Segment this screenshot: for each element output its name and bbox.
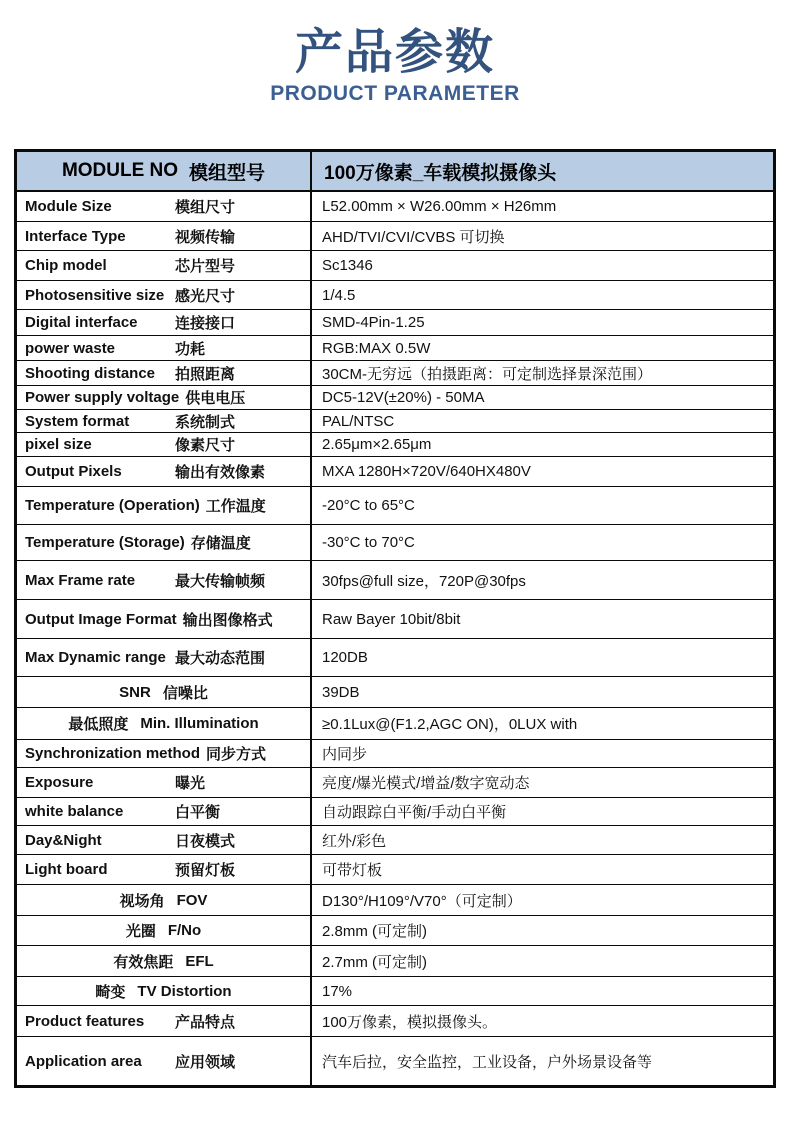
page-subtitle: PRODUCT PARAMETER [270,81,520,105]
param-label-part1: Day&Night [25,831,102,849]
param-value-text: MXA 1280H×720V/640HX480V [322,463,531,480]
table-row [17,281,773,310]
param-value-text: Sc1346 [322,257,373,274]
param-label-cell [17,457,312,486]
param-label-part1: Power supply voltage [25,389,180,406]
param-label-part1: 有效焦距 [113,953,174,971]
header-cell-module-no [17,152,312,190]
param-value-text: DC5-12V(±20%) - 50MA [322,389,485,406]
param-value-text: -30°C to 70°C [322,534,415,551]
param-label-cell [17,798,312,825]
param-value-cell [312,677,773,707]
param-label-part1: Exposure [25,774,94,791]
table-row [17,855,773,885]
param-value-cell [312,600,773,638]
param-value-text: 内同步 [322,746,368,763]
param-label-part2: 同步方式 [206,746,267,763]
param-label-cell [17,639,312,676]
table-row [17,639,773,677]
param-label-part2: EFL [185,952,214,970]
param-label-cell [17,1006,312,1036]
table-row [17,310,773,336]
param-value-text: D130°/H109°/V70°（可定制） [322,892,522,910]
param-label-cell [17,410,312,432]
param-label-cell [17,310,312,335]
param-value-cell [312,768,773,797]
param-label-part2: 存储温度 [190,535,251,552]
table-row [17,1006,773,1037]
param-label-part2: 芯片型号 [175,258,236,275]
param-label-cell [17,386,312,409]
param-value-cell [312,826,773,854]
param-label-cell [17,222,312,250]
param-label-part2: 输出有效像素 [175,464,266,481]
param-label-part2: 拍照距离 [175,365,236,383]
table-row [17,336,773,361]
param-label-cell [17,336,312,360]
param-label-part2: 视频传输 [175,228,236,246]
param-label-cell [17,885,312,915]
param-value-cell [312,281,773,309]
param-label-part1: 光圈 [125,923,156,940]
param-value-cell [312,916,773,945]
param-value-text: 30CM-无穷远（拍摄距离：可定制选择景深范围） [322,365,653,383]
param-value-text: 100万像素，模拟摄像头。 [322,1013,498,1031]
param-label-part1: power waste [25,339,116,357]
table-row [17,457,773,487]
param-label-part2: 最大动态范围 [175,650,266,667]
param-label-part2: 应用领域 [175,1053,236,1071]
param-label-part1: System format [25,412,130,430]
param-label-part1: pixel size [25,436,92,453]
param-label-cell [17,1037,312,1085]
param-value-text: -20°C to 65°C [322,497,415,514]
param-label-part1: SNR [119,683,151,701]
param-value-text: 17% [322,982,353,1000]
param-label-part1: Application area [25,1052,142,1070]
param-value-cell [312,487,773,524]
param-value-cell [312,977,773,1005]
header-cell-product-name [312,152,773,190]
param-value-cell [312,946,773,976]
param-label-cell [17,361,312,385]
table-row [17,433,773,457]
param-label-part1: Photosensitive size [25,286,165,304]
param-value-cell [312,708,773,739]
table-row [17,768,773,798]
param-value-text: ≥0.1Lux@(F1.2,AGC ON)，0LUX with [322,716,578,733]
param-value-text: 1/4.5 [322,286,356,304]
header-module-no-en: MODULE NO [61,160,179,181]
table-header-row [17,152,773,192]
param-value-text: 可带灯板 [322,862,383,879]
param-value-cell [312,222,773,250]
param-value-cell [312,525,773,560]
param-label-part1: Digital interface [25,314,138,331]
param-label-cell [17,740,312,767]
table-row [17,386,773,410]
param-value-cell [312,361,773,385]
param-label-cell [17,826,312,854]
param-value-text: 自动跟踪白平衡/手动白平衡 [322,804,507,821]
param-label-part1: Module Size [25,198,112,215]
param-label-part2: 日夜模式 [175,832,236,850]
table-row [17,708,773,740]
table-row [17,192,773,222]
param-value-text: 120DB [322,649,368,666]
param-value-text: Raw Bayer 10bit/8bit [322,610,461,628]
param-label-cell [17,916,312,945]
table-row [17,798,773,826]
table-row [17,1037,773,1085]
param-label-cell [17,768,312,797]
param-label-cell [17,487,312,524]
param-label-part1: Temperature (Storage) [25,534,185,551]
table-row [17,487,773,525]
table-row [17,826,773,855]
param-label-part2: FOV [176,891,208,909]
param-label-cell [17,946,312,976]
param-label-part1: Interface Type [25,227,126,245]
param-value-cell [312,561,773,599]
param-label-part1: Output Pixels [25,463,122,480]
param-label-part2: F/No [167,922,202,939]
param-label-cell [17,281,312,309]
table-row [17,977,773,1006]
param-value-cell [312,1006,773,1036]
param-value-text: 红外/彩色 [322,832,387,850]
table-row [17,885,773,916]
param-value-cell [312,457,773,486]
param-label-part1: 最低照度 [68,716,129,733]
param-label-part1: 视场角 [119,892,165,910]
param-label-cell [17,251,312,280]
table-row [17,410,773,433]
table-body [17,192,773,1085]
param-label-part2: 像素尺寸 [175,437,236,454]
param-label-part1: white balance [25,803,124,820]
param-value-cell [312,386,773,409]
param-label-part1: Shooting distance [25,364,156,382]
param-label-cell [17,677,312,707]
param-value-text: 2.65μm×2.65μm [322,436,432,453]
param-value-cell [312,1037,773,1085]
table-row [17,251,773,281]
param-value-cell [312,855,773,884]
param-label-part2: 曝光 [175,775,206,792]
param-label-part1: Output Image Format [25,610,177,628]
param-label-part2: 工作温度 [205,498,266,515]
param-value-text: SMD-4Pin-1.25 [322,314,425,331]
header-module-no-zh: 模组型号 [189,162,266,184]
param-label-part1: Chip model [25,257,107,274]
param-value-cell [312,639,773,676]
param-label-part1: 畸变 [95,983,126,1001]
param-label-part1: Max Dynamic range [25,649,166,666]
param-value-cell [312,798,773,825]
param-label-cell [17,977,312,1005]
param-label-part2: 系统制式 [175,413,236,431]
table-row [17,946,773,977]
page-title: 产品参数 [294,26,495,79]
param-value-text: 30fps@full size，720P@30fps [322,572,526,590]
param-value-cell [312,885,773,915]
param-label-part1: Product features [25,1012,145,1030]
param-value-text: AHD/TVI/CVI/CVBS 可切换 [322,228,505,246]
param-label-part2: Min. Illumination [140,715,259,732]
table-row [17,525,773,561]
param-label-part2: 连接接口 [175,315,236,332]
param-value-text: L52.00mm × W26.00mm × H26mm [322,198,557,215]
param-label-cell [17,600,312,638]
param-label-cell [17,433,312,456]
table-row [17,740,773,768]
param-label-part1: Light board [25,861,108,878]
param-value-cell [312,251,773,280]
param-label-cell [17,855,312,884]
param-value-text: 2.7mm (可定制) [322,953,428,971]
param-label-part1: Max Frame rate [25,571,136,589]
table-row [17,677,773,708]
param-label-part2: 模组尺寸 [175,199,236,216]
param-value-cell [312,740,773,767]
param-label-cell [17,525,312,560]
param-value-cell [312,410,773,432]
param-label-cell [17,192,312,221]
param-value-text: RGB:MAX 0.5W [322,339,431,357]
param-label-part2: 功耗 [175,340,206,358]
param-label-part2: 输出图像格式 [182,611,273,629]
param-label-part2: 感光尺寸 [175,287,236,305]
param-label-part1: Synchronization method [25,745,201,762]
param-value-text: 亮度/爆光模式/增益/数字宽动态 [322,775,530,792]
param-label-cell [17,708,312,739]
param-value-text: 39DB [322,683,360,701]
param-label-part2: 白平衡 [175,804,221,821]
param-value-text: PAL/NTSC [322,412,395,430]
param-value-text: 2.8mm (可定制) [322,923,428,940]
param-label-part2: 信噪比 [162,684,208,702]
param-value-cell [312,336,773,360]
product-parameter-table [14,149,776,1088]
header-product-name-text: 100万像素_车载模拟摄像头 [324,162,557,184]
param-label-cell [17,561,312,599]
param-value-text: 汽车后拉，安全监控，工业设备，户外场景设备等 [322,1053,653,1071]
param-value-cell [312,192,773,221]
param-value-cell [312,433,773,456]
param-label-part2: 预留灯板 [175,862,236,879]
param-label-part1: Temperature (Operation) [25,497,200,514]
table-row [17,361,773,386]
param-label-part2: 最大传输帧频 [175,572,266,590]
table-row [17,600,773,639]
param-label-part2: TV Distortion [137,982,232,1000]
table-row [17,916,773,946]
table-row [17,222,773,251]
param-label-part2: 供电电压 [185,390,246,407]
param-label-part2: 产品特点 [175,1013,236,1031]
table-row [17,561,773,600]
param-value-cell [312,310,773,335]
